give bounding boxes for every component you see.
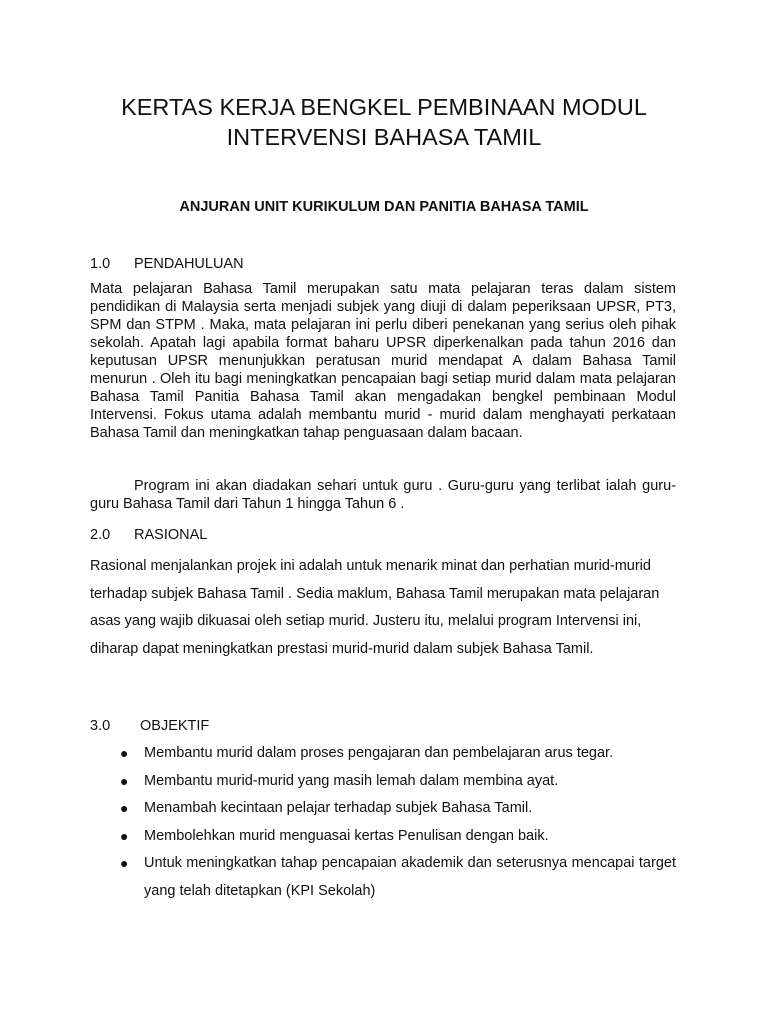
objective-text: Menambah kecintaan pelajar terhadap subjek Bahasa Tamil. bbox=[144, 800, 533, 816]
list-item bbox=[90, 823, 676, 851]
section-1-heading bbox=[90, 256, 244, 272]
section-2-title: RASIONAL bbox=[134, 527, 208, 543]
section-1-paragraph-1: Mata pelajaran Bahasa Tamil merupakan satu mata pelajaran teras dalam sistem pendidikan di Malaysia serta menjadi subjek yang diuji di dalam peperiksaan UPSR, PT3, SPM dan STPM . Maka, mata pelajaran ini perlu diberi penekanan yang serius oleh pihak sekolah. Apatah lagi apabila format baharu UPSR diperkenalkan pada tahun 2016 dan keputusan UPSR menunjukkan peratusan murid mendapat A dalam Bahasa Tamil menurun . Oleh itu bagi meningkatkan pencapaian bagi setiap murid dalam mata pelajaran Bahasa Tamil Panitia Bahasa Tamil akan mengadakan bengkel pembinaan Modul Intervensi. Fokus utama adalah membantu murid - murid dalam menghayati perkataan Bahasa Tamil dan meningkatkan tahap penguasaan dalam bacaan. bbox=[90, 281, 676, 441]
section-3-heading bbox=[90, 718, 209, 734]
section-2-heading bbox=[90, 527, 207, 543]
section-1-paragraph-2: Program ini akan diadakan sehari untuk guru . Guru-guru yang terlibat ialah guru-guru Bahasa Tamil dari Tahun 1 hingga Tahun 6 . bbox=[90, 478, 676, 512]
objectives-list bbox=[90, 740, 676, 905]
list-item bbox=[90, 850, 676, 905]
section-3-title: OBJEKTIF bbox=[140, 718, 210, 734]
objective-text: Membantu murid dalam proses pengajaran dan pembelajaran arus tegar. bbox=[144, 745, 614, 761]
objective-text: Membolehkan murid menguasai kertas Penulisan dengan baik. bbox=[144, 827, 549, 844]
list-item bbox=[90, 768, 676, 796]
bullet-icon: ● bbox=[120, 827, 129, 844]
objective-text: Membantu murid-murid yang masih lemah dalam membina ayat. bbox=[144, 772, 559, 789]
list-item bbox=[90, 795, 676, 823]
document-subtitle: ANJURAN UNIT KURIKULUM DAN PANITIA BAHASA TAMIL bbox=[179, 199, 589, 215]
section-1-title: PENDAHULUAN bbox=[134, 256, 244, 272]
objective-text: Untuk meningkatkan tahap pencapaian akademik dan seterusnya mencapai target yang telah ditetapkan (KPI Sekolah) bbox=[144, 855, 676, 899]
section-3-number: 3.0 bbox=[90, 718, 111, 734]
section-1-number: 1.0 bbox=[90, 256, 111, 272]
list-item bbox=[90, 740, 676, 768]
bullet-icon: ● bbox=[120, 855, 129, 871]
bullet-icon: ● bbox=[120, 745, 129, 761]
title-line-2: INTERVENSI BAHASA TAMIL bbox=[226, 124, 542, 150]
document-title bbox=[0, 92, 768, 152]
bullet-icon: ● bbox=[120, 772, 129, 789]
title-line-1: KERTAS KERJA BENGKEL PEMBINAAN MODUL bbox=[121, 94, 647, 120]
bullet-icon: ● bbox=[120, 800, 129, 816]
section-2-paragraph: Rasional menjalankan projek ini adalah untuk menarik minat dan perhatian murid-murid terhadap subjek Bahasa Tamil . Sedia maklum, Bahasa Tamil merupakan mata pelajaran asas yang wajib dikuasai oleh setiap murid. Justeru itu, melalui program Intervensi ini, diharap dapat meningkatkan prestasi murid-murid dalam subjek Bahasa Tamil. bbox=[90, 558, 660, 657]
section-2-number: 2.0 bbox=[90, 527, 111, 543]
